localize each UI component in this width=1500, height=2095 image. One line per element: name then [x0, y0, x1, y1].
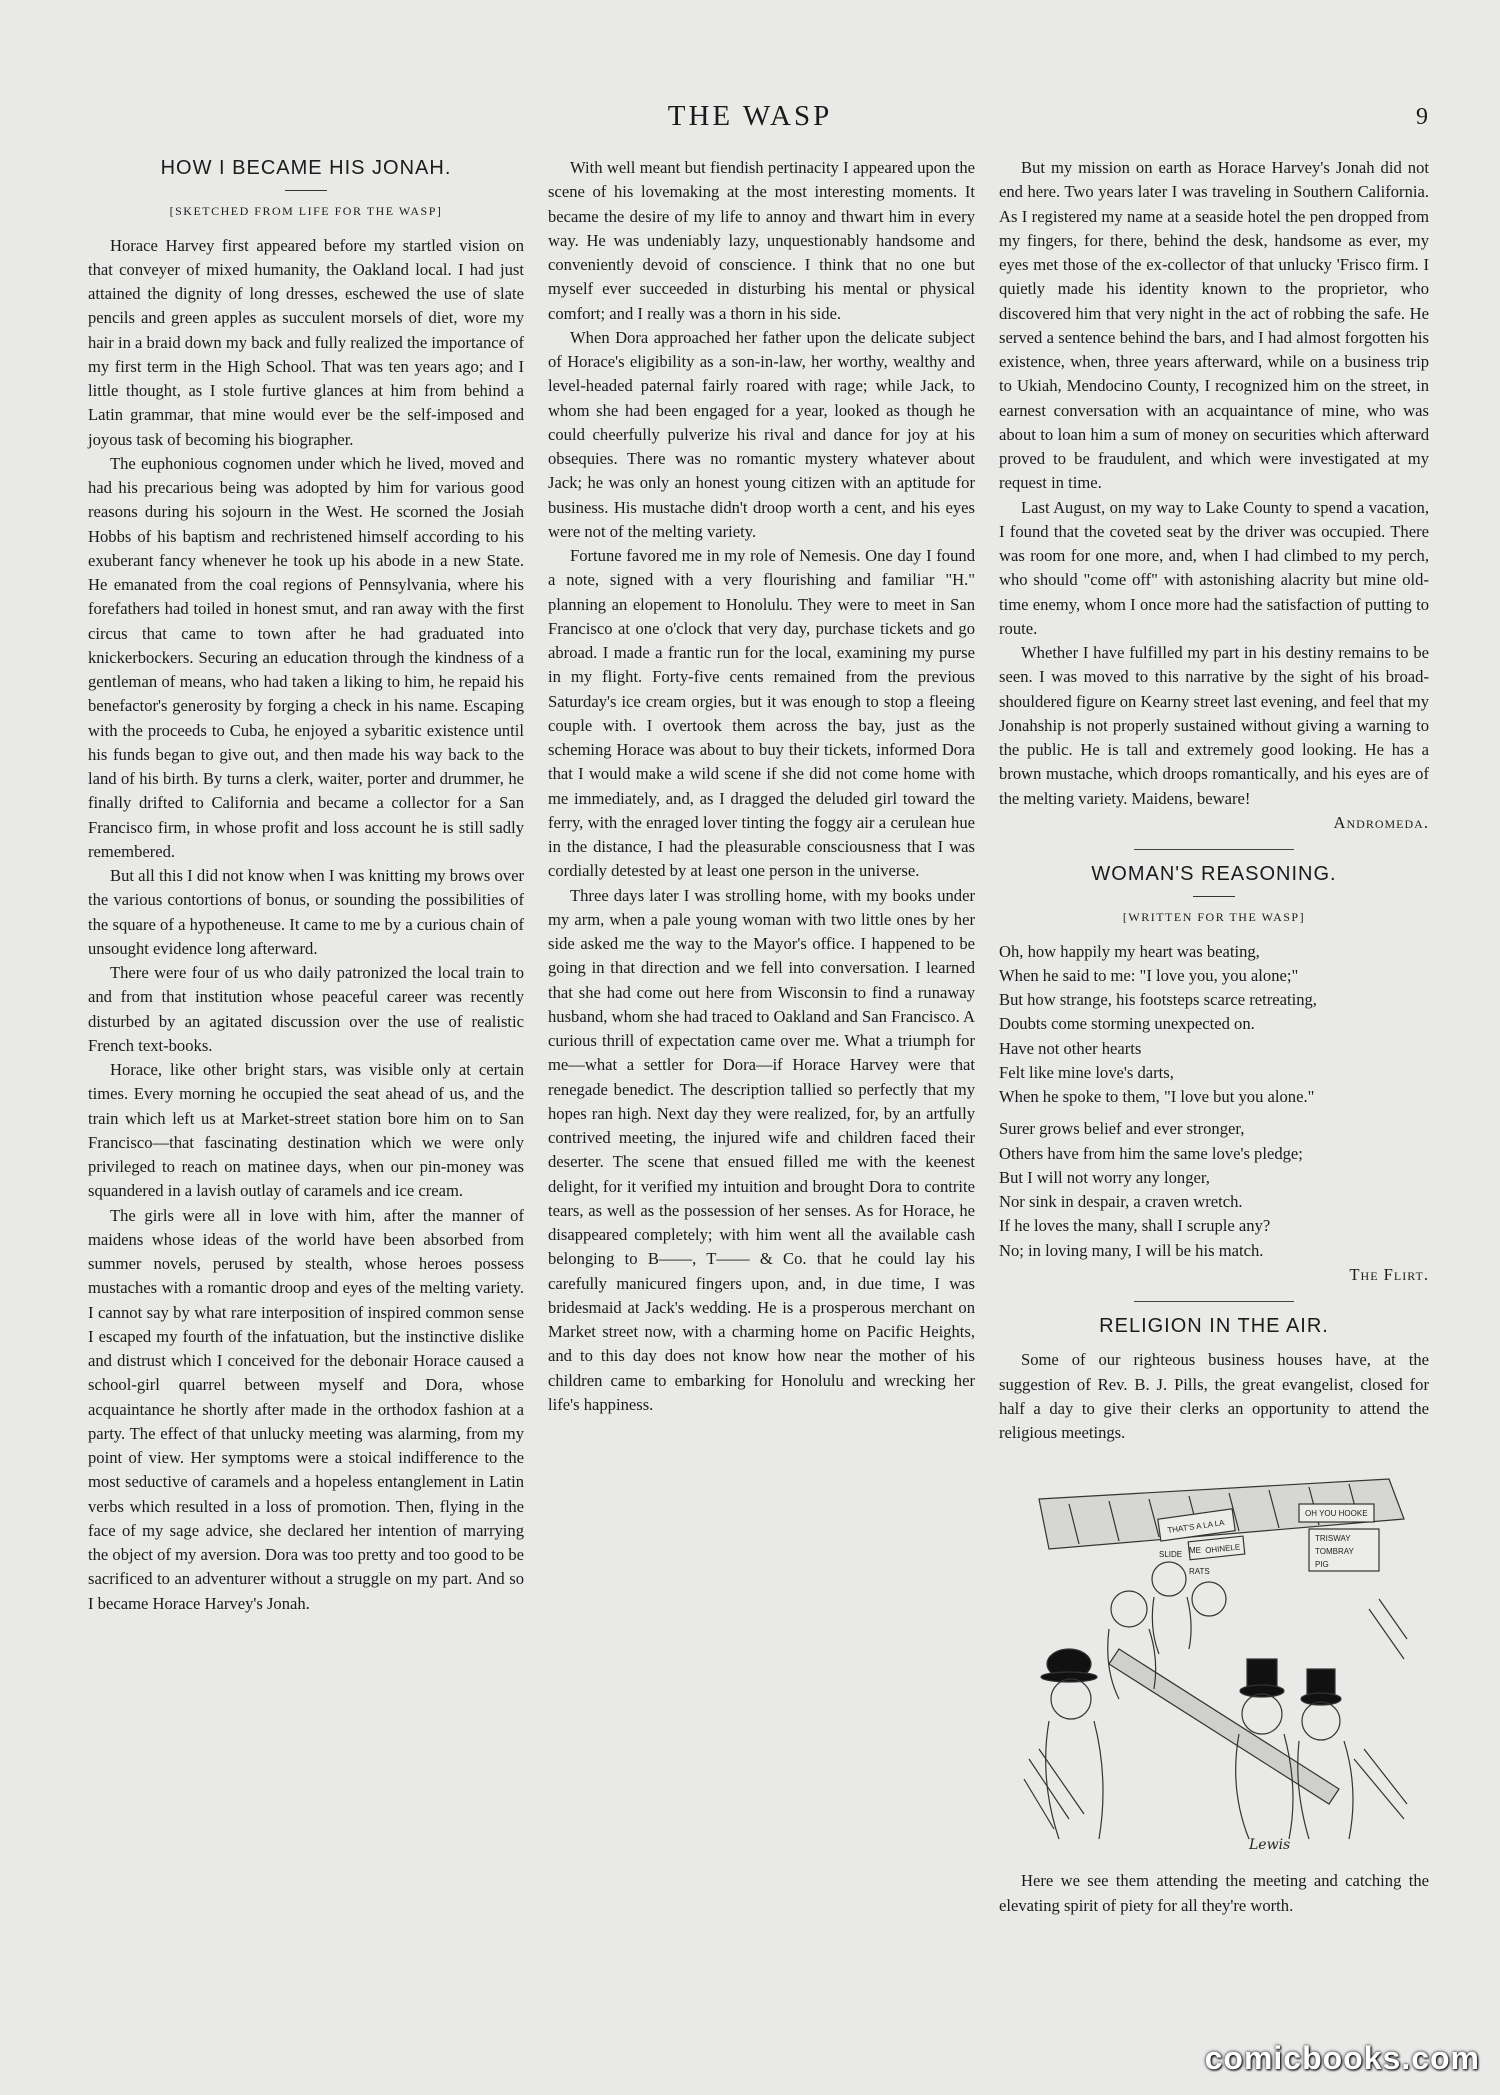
paragraph: The girls were all in love with him, after the manner of maidens whose ideas of the world have been absorbed from summer novels, perused by stealth, whose heroes possess mustaches with a romantic droop and eyes of the melting variety. I cannot say by what rare interposition of inspired common sense I escaped my fourth of the infatuation, but the instinctive dislike and distrust which I conceived for the debonair Horace caused a school-girl quarrel between myself and Dora, whose acquaintance he shortly after made in the orthodox fashion at a party. The effect of that unlucky meeting was alarming, from my point of view. Her symptoms were a stoical indifference to the most seductive of caramels and a hopeless entanglement in Latin verbs which resulted in a loss of promotion. Then, flying in the face of my sage advice, she declared her intention of marrying the object of my aversion. Dora was too pretty and too good to be sacrificed to an adventurer without a struggle on my part. And so I became Horace Harvey's Jonah. [88, 1205, 524, 1613]
paragraph: But all this I did not know when I was knitting my brows over the various contortions of bonus, or sounding the possibilities of the square of a hypotheneuse. It came to me by a curious chain of unsought evidence long afterward. [88, 866, 524, 958]
poem-line: Felt like mine love's darts, [999, 1062, 1174, 1082]
paragraph: But my mission on earth as Horace Harvey's Jonah did not end here. Two years later I was traveling in Southern California. As I registered my name at a seaside hotel the pen dropped from my fingers, for there, behind the desk, handsome as ever, my eyes met those of the ex-collector of that unlucky 'Frisco firm. I quietly made his identity known to the proprietor, who discovered him that very night in the act of robbing the safe. He served a sentence behind the bars, and I had almost forgotten his existence, when, three years afterward, while on a business trip to Ukiah, Mendocino County, I recognized him on the street, in earnest conversation with an acquaintance of mine, who was about to loan him a sum of money on securities which afterward proved to be fraudulent, and which were investigated at my request in time. [999, 158, 1429, 493]
poem-line: If he loves the many, shall I scruple any? [999, 1216, 1271, 1236]
section-divider [1134, 1301, 1294, 1302]
page-header [0, 100, 1500, 140]
cartoon-sign-text: TOMBRAY [1315, 1547, 1354, 1557]
cartoon-sign-text: ME [1189, 1546, 1201, 1556]
poem-line: When he spoke to them, "I love but you alone." [999, 1087, 1315, 1106]
section-divider [1134, 849, 1294, 850]
poem-line: But I will not worry any longer, [999, 1167, 1210, 1187]
stanza-gap [999, 1109, 1429, 1117]
cartoon-sign-text: THAT'S A LA LA [1166, 1518, 1225, 1536]
column-1 [88, 156, 524, 1616]
poem [999, 940, 1429, 1263]
article-signature-jonah: Andromeda. [1333, 812, 1429, 832]
cartoon-sign-text: OHINELE [1204, 1542, 1241, 1556]
page-number: 9 [1416, 104, 1428, 130]
paragraph: Fortune favored me in my role of Nemesis. One day I found a note, signed with a very flourishing and familiar "H." planning an elopement to Honolulu. They were to meet in San Francisco at one o'clock that very day, purchase tickets and go abroad. I made a frantic run for the local, examining my purse in my flight. Forty-five cents remained from the previous Saturday's ice cream orgies, but it was enough to stop a fleeing couple with. I overtook them across the bay, just as the scheming Horace was about to buy their tickets, informed Dora that I would make a wild scene if she did not come home with me immediately, and, as I dragged the deluded girl toward the ferry, with the enraged lover tinting the foggy air a cerulean hue in the distance, I had the pleasurable consciousness that I was cordially detested by at least one person in the universe. [548, 546, 975, 881]
paragraph: Horace, like other bright stars, was visible only at certain times. Every morning he occupied the seat ahead of us, and the train which left us at Market-street station bore him on to San Francisco—that fascinating destination which we were only privileged to reach on matinee days, when our pin-money was squandered in a lavish outlay of caramels and ice cream. [88, 1060, 524, 1201]
paragraph: When Dora approached her father upon the delicate subject of Horace's eligibility as a son-in-law, her worthy, wealthy and level-headed paternal fairly roared with rage; while Jack, to whom she had been engaged for a year, looked as though he could cheerfully pulverize his rival and dance for joy at his obsequies. There was no romantic mystery whatever about Jack; he was only an honest young citizen with an aptitude for business. His mustache didn't droop worth a cent, and his eyes were not of the melting variety. [548, 327, 975, 541]
headline-rule [1193, 896, 1235, 897]
cartoon-sign-text: PIG [1315, 1560, 1329, 1570]
article-signature-reasoning: The Flirt. [1349, 1264, 1429, 1284]
paragraph: Three days later I was strolling home, with my books under my arm, when a pale young woman with two little ones by her side asked me the way to the Mayor's office. I happened to be going in that direction and we fell into conversation. I learned that she had come out here from Wisconsin to find a runaway husband, whom she had traced to Oakland and San Francisco. A curious thrill of expectation came over me. What a triumph for me—what a settler for Dora—if Horace Harvey were that renegade benedict. The description tallied so perfectly that my hopes ran high. Next day they were realized, for, by an artfully contrived meeting, the injured wife and children faced their deserter. The scene that ensued filled me with the keenest delight, for it verified my intuition and brought Dora to contrite tears, as well as the possession of her senses. As for Horace, he disappeared completely; with him went all the available cash belonging to B——, T—— & Co. that he could lay his carefully manicured fingers upon, and, in due time, I was bridesmaid at Jack's wedding. He is a prosperous merchant on Market street now, with a charming home on Pacific Heights, and to this day does not know how near the mother of his children came to embarking for Honolulu and wrecking her life's happiness. [548, 885, 975, 1414]
article-headline-religion: RELIGION IN THE AIR. [1099, 1315, 1329, 1337]
cartoon-drawing [1009, 1459, 1419, 1859]
poem-line: Nor sink in despair, a craven wretch. [999, 1192, 1243, 1211]
poem-line: Surer grows belief and ever stronger, [999, 1119, 1245, 1139]
watermark-logo: comicbooks.com [1204, 2040, 1480, 2076]
poem-line: No; in loving many, I will be his match. [999, 1240, 1264, 1260]
cartoon-sign-text: TRISWAY [1315, 1534, 1351, 1544]
paragraph: Some of our righteous business houses have, at the suggestion of Rev. B. J. Pills, the great evangelist, closed for half a day to give their clerks an opportunity to attend the religious meetings. [999, 1350, 1429, 1442]
article-headline-reasoning: WOMAN'S REASONING. [1091, 863, 1337, 885]
article-byline-reasoning: [WRITTEN FOR THE WASP] [1122, 910, 1306, 925]
poem-line: Doubts come storming unexpected on. [999, 1014, 1255, 1034]
column-2 [548, 156, 975, 1417]
article-byline-jonah: [SKETCHED FROM LIFE FOR THE WASP] [169, 204, 443, 219]
paragraph: Last August, on my way to Lake County to spend a vacation, I found that the coveted seat by the driver was occupied. There was room for one more, and, when I had climbed to my perch, who should "come off" with astonishing alacrity but mine old-time enemy, whom I once more had the satisfaction of putting to route. [999, 497, 1429, 638]
poem-line: When he said to me: "I love you, you alone;" [999, 965, 1299, 985]
paragraph: The euphonious cognomen under which he lived, moved and had his precarious being was adopted by him for various good reasons during his sojourn in the West. He scorned the Josiah Hobbs of his baptism and rechristened himself according to his exuberant fancy whenever he took up his abode in a new State. He emanated from the coal regions of Pennsylvania, where his forefathers had toiled in honest smut, and ran away with the first circus that came to town after he had graduated into knickerbockers. Securing an education through the kindness of a gentleman of means, who had taken a liking to him, he repaid his benefactor's generosity by forging a check in his name. Escaping with the proceeds to Cuba, he enjoyed a sybaritic existence until his funds began to give out, and then made his way back to the land of his birth. By turns a clerk, waiter, porter and drummer, he finally drifted to California and became a collector for a San Francisco firm, in whose profit and loss account he is still sadly remembered. [88, 453, 524, 861]
poem-line: But how strange, his footsteps scarce retreating, [999, 990, 1317, 1009]
paragraph: There were four of us who daily patronized the local train to and from that institution whose peaceful career was recently disturbed by an agitated discussion over the use of realistic French text-books. [88, 963, 524, 1055]
cartoon-artist-signature: Lewis [1249, 1837, 1291, 1854]
article-headline-jonah: HOW I BECAME HIS JONAH. [160, 157, 452, 179]
cartoon-sign-text: RATS [1189, 1567, 1210, 1577]
column-3 [999, 156, 1429, 1918]
poem-line: Oh, how happily my heart was beating, [999, 941, 1260, 961]
cartoon-caption: Here we see them attending the meeting and catching the elevating spirit of piety for all they're worth. [999, 1871, 1429, 1915]
cartoon-sign-text: OH YOU HOOKE [1305, 1509, 1368, 1519]
poem-line: Have not other hearts [999, 1038, 1142, 1058]
masthead: THE WASP [667, 100, 833, 132]
paragraph: With well meant but fiendish pertinacity I appeared upon the scene of his lovemaking at the most interesting moments. It became the desire of my life to annoy and thwart him in every way. He was undeniably lazy, unquestionably handsome and conveniently devoid of conscience. I think that no one but myself ever succeeded in disturbing his mental or physical comfort; and I really was a thorn in his side. [548, 158, 975, 323]
headline-rule [285, 190, 327, 191]
paragraph: Whether I have fulfilled my part in his destiny remains to be seen. I was moved to this narrative by the sight of his broad-shouldered figure on Kearny street last evening, and feel that my Jonahship is not properly sustained without giving a warning to the public. He is tall and extremely good looking. He has a brown mustache, which droops romantically, and his eyes are of the melting variety. Maidens, beware! [999, 643, 1429, 808]
cartoon-illustration [1009, 1459, 1419, 1859]
poem-line: Others have from him the same love's pledge; [999, 1143, 1303, 1163]
paragraph: Horace Harvey first appeared before my startled vision on that conveyer of mixed humanity, the Oakland local. I had just attained the dignity of long dresses, eschewed the use of slate pencils and green apples as succulent morsels of diet, wore my hair in a braid down my back and fully realized the importance of my first term in the High School. That was ten years ago; and I little thought, as I stole furtive glances at him from behind a Latin grammar, that mine would ever be the self-imposed and joyous task of becoming his biographer. [88, 235, 524, 449]
cartoon-sign-text: SLIDE [1159, 1550, 1183, 1560]
